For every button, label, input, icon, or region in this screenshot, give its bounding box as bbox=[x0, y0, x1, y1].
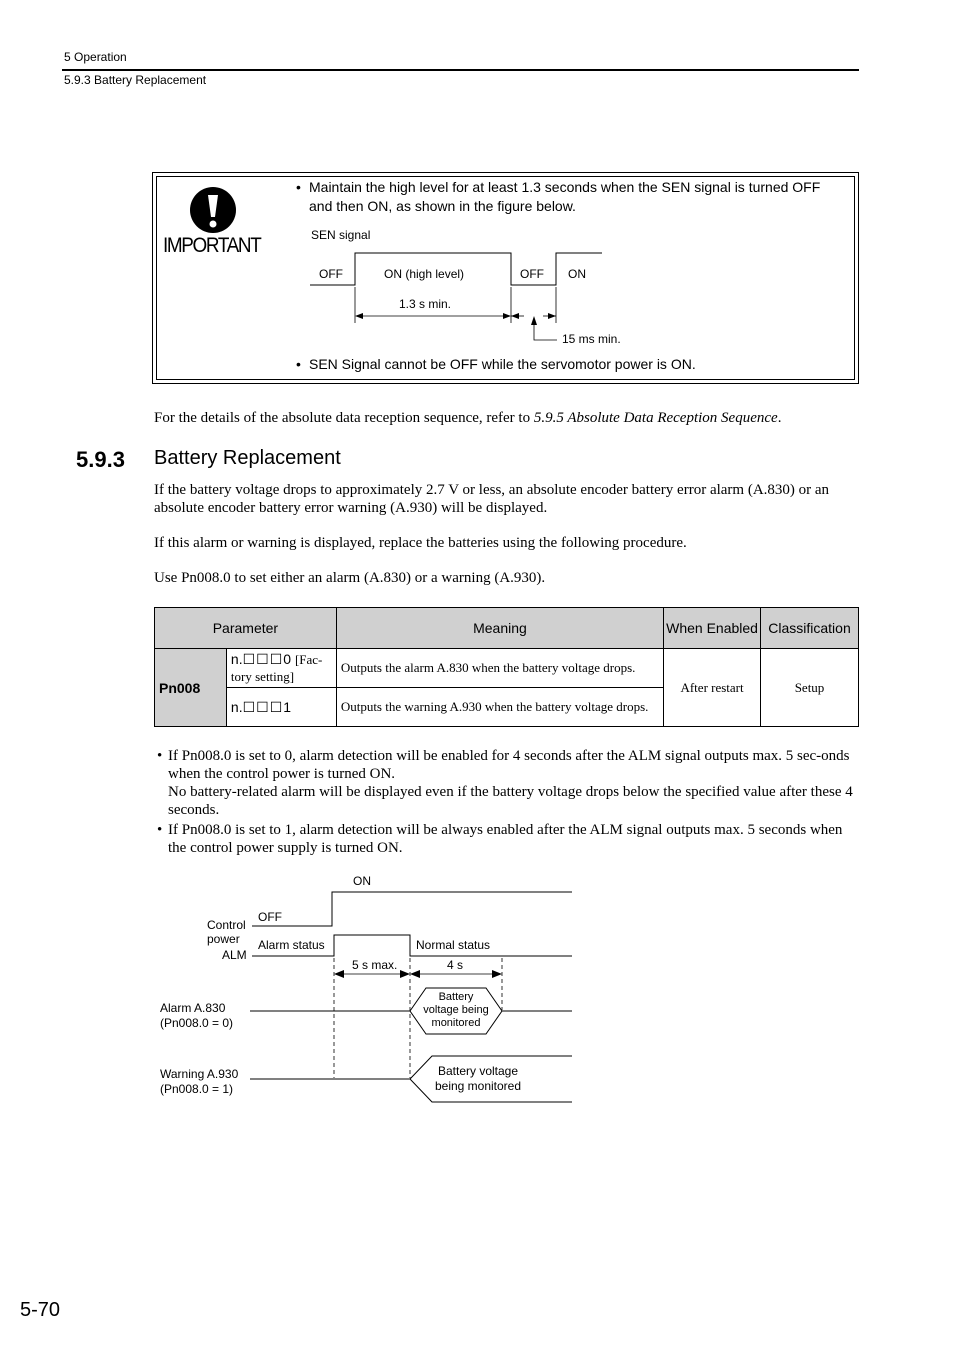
chart-alm: ALM bbox=[222, 948, 247, 962]
chart-off: OFF bbox=[258, 910, 282, 924]
bullet-1-text: If Pn008.0 is set to 0, alarm detection will be enabled for 4 seconds after the ALM signal outputs max. 5 sec-onds when the control power is turned ON. No battery-related alarm will be displayed even if the battery voltage drops below the specified value after these 4 seconds. bbox=[168, 748, 853, 818]
sen-off-2: OFF bbox=[520, 267, 544, 281]
important-label: IMPORTANT bbox=[163, 234, 261, 257]
th-meaning: Meaning bbox=[336, 608, 663, 649]
important-bullet-2: SEN Signal cannot be OFF while the servomotor power is ON. bbox=[309, 356, 696, 372]
chart-warning-param: (Pn008.0 = 1) bbox=[160, 1082, 234, 1096]
reference-text: For the details of the absolute data reception sequence, refer to 5.9.5 Absolute Data Reception Sequence. bbox=[154, 410, 782, 426]
classification-value: Setup bbox=[761, 649, 859, 727]
paragraph-3: Use Pn008.0 to set either an alarm (A.830) or a warning (A.930). bbox=[154, 570, 546, 586]
chart-power: power bbox=[207, 932, 240, 946]
chart-control: Control bbox=[207, 918, 246, 932]
meaning-alarm: Outputs the alarm A.830 when the battery voltage drops. bbox=[336, 649, 663, 688]
bullet-mark: • bbox=[296, 356, 301, 372]
header-section: 5.9.3 Battery Replacement bbox=[64, 73, 207, 87]
section-number: 5.9.3 bbox=[76, 447, 125, 472]
chart-4s: 4 s bbox=[447, 958, 464, 972]
th-parameter: Parameter bbox=[155, 608, 337, 649]
chart-warning-label: Warning A.930 bbox=[160, 1067, 239, 1081]
chart-normal-status: Normal status bbox=[416, 938, 491, 952]
chart-on: ON bbox=[353, 874, 371, 888]
param-value-0: n.☐☐☐0 [Fac-tory setting] bbox=[226, 649, 336, 688]
bullet-mark: • bbox=[157, 748, 163, 764]
chart-alarm-label: Alarm A.830 bbox=[160, 1001, 226, 1015]
param-value-1: n.☐☐☐1 bbox=[226, 688, 336, 727]
param-pn008: Pn008 bbox=[155, 649, 227, 727]
important-bullet-1: Maintain the high level for at least 1.3 seconds when the SEN signal is turned OFF and then ON, as shown in the figure below. bbox=[309, 179, 821, 214]
sen-time-1: 1.3 s min. bbox=[399, 297, 452, 311]
bullet-2-text: If Pn008.0 is set to 1, alarm detection will be always enabled after the ALM signal outputs max. 5 seconds when the control power supply is turned ON. bbox=[168, 822, 843, 856]
page-number: 5-70 bbox=[20, 1299, 61, 1321]
sen-signal-label: SEN signal bbox=[311, 228, 371, 242]
chart-alarm-status: Alarm status bbox=[258, 938, 325, 952]
chart-5s-max: 5 s max. bbox=[352, 958, 398, 972]
th-classification: Classification bbox=[761, 608, 859, 649]
bullet-mark: • bbox=[157, 822, 163, 838]
chart-battery-monitored: Battery voltage being monitored bbox=[423, 991, 489, 1029]
th-when-enabled: When Enabled bbox=[664, 608, 761, 649]
when-enabled-value: After restart bbox=[664, 649, 761, 727]
section-title: Battery Replacement bbox=[154, 447, 341, 469]
sen-time-2: 15 ms min. bbox=[562, 332, 621, 346]
sen-off-1: OFF bbox=[319, 267, 343, 281]
chart-battery-being-monitored: Battery voltage being monitored bbox=[434, 1064, 522, 1093]
paragraph-2: If this alarm or warning is displayed, replace the batteries using the following procedure. bbox=[154, 535, 687, 551]
paragraph-1: If the battery voltage drops to approximately 2.7 V or less, an absolute encoder battery error alarm (A.830) or an absolute encoder battery error warning (A.930) will be displayed. bbox=[154, 482, 830, 516]
sen-on-2: ON bbox=[568, 267, 586, 281]
meaning-warning: Outputs the warning A.930 when the battery voltage drops. bbox=[336, 688, 663, 727]
header-chapter: 5 Operation bbox=[64, 50, 127, 64]
bullet-mark: • bbox=[296, 179, 301, 195]
chart-alarm-param: (Pn008.0 = 0) bbox=[160, 1016, 234, 1030]
sen-on-high: ON (high level) bbox=[384, 267, 465, 281]
reference-link[interactable]: 5.9.5 Absolute Data Reception Sequence bbox=[533, 410, 778, 426]
